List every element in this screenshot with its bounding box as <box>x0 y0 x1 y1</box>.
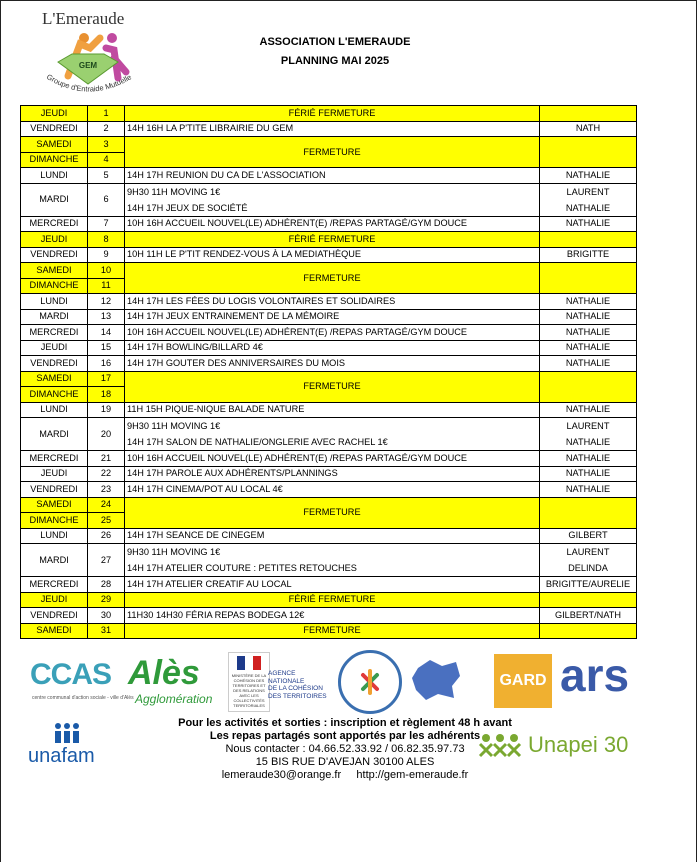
table-row <box>21 216 637 232</box>
date-cell: 4 <box>88 152 125 168</box>
date-cell: 30 <box>88 608 125 624</box>
ccas-logo: CCAS <box>30 658 112 691</box>
activity-cell: 14H 17H GOUTER DES ANNIVERSAIRES DU MOIS <box>125 356 540 372</box>
table-row <box>21 466 637 482</box>
day-cell: VENDREDI <box>21 247 88 263</box>
day-cell: MERCREDI <box>21 325 88 341</box>
date-cell: 27 <box>88 544 125 577</box>
activity-line: 9H30 11H MOVING 1€ <box>127 547 221 557</box>
person-cell <box>540 106 637 122</box>
activity-cell: FÉRIÉ FERMETURE <box>125 232 540 248</box>
ministere-logo <box>228 652 270 712</box>
table-row <box>21 608 637 624</box>
page-subtitle: PLANNING MAI 2025 <box>280 55 390 67</box>
ars-logo: ars <box>560 649 630 701</box>
footer-meals: Les repas partagés sont apportés par les adhérents <box>209 730 481 742</box>
person-cell <box>540 263 637 294</box>
person-line: LAURENT <box>566 186 610 197</box>
person-cell <box>540 371 637 402</box>
day-cell: LUNDI <box>21 168 88 184</box>
table-row <box>21 137 637 153</box>
table-row <box>21 294 637 310</box>
activity-cell: 11H30 14H30 FÉRIA REPAS BODEGA 12€ <box>125 608 540 624</box>
table-row <box>21 577 637 593</box>
closure-cell: FERMETURE <box>125 497 540 528</box>
date-cell: 25 <box>88 513 125 529</box>
date-cell: 6 <box>88 183 125 216</box>
day-cell: SAMEDI <box>21 263 88 279</box>
date-cell: 13 <box>88 309 125 325</box>
activity-line: 9H30 11H MOVING 1€ <box>127 421 221 431</box>
activity-cell: FERMETURE <box>125 623 540 639</box>
person-cell: NATH <box>540 121 637 137</box>
person-line: LAURENT <box>566 421 610 431</box>
table-row <box>21 247 637 263</box>
day-cell: SAMEDI <box>21 137 88 153</box>
day-cell: MERCREDI <box>21 216 88 232</box>
date-cell: 12 <box>88 294 125 310</box>
person-cell: BRIGITTE/AURELIE <box>540 577 637 593</box>
footer-contact: Nous contacter : 04.66.52.33.92 / 06.82.35.97.73 <box>225 743 465 755</box>
person-cell <box>540 544 637 577</box>
activity-cell: 14H 17H CINEMA/POT AU LOCAL 4€ <box>125 482 540 498</box>
activity-cell: 14H 16H LA P'TITE LIBRAIRIE DU GEM <box>125 121 540 137</box>
table-row <box>21 592 637 608</box>
website-link[interactable]: http://gem-emeraude.fr <box>356 769 469 781</box>
date-cell: 2 <box>88 121 125 137</box>
activity-line: 14H 17H JEUX DE SOCIÉTÉ <box>127 202 248 213</box>
gard-map-icon <box>408 656 464 702</box>
day-cell: MERCREDI <box>21 577 88 593</box>
date-cell: 28 <box>88 577 125 593</box>
page-title: ASSOCIATION L'EMERAUDE <box>259 36 411 48</box>
table-row <box>21 232 637 248</box>
activity-cell: 10H 11H LE P'TIT RENDEZ-VOUS À LA MEDIATHÈQUE <box>125 247 540 263</box>
footer-address: 15 BIS RUE D'AVEJAN 30100 ALES <box>255 756 435 768</box>
day-cell: LUNDI <box>21 402 88 418</box>
day-cell: SAMEDI <box>21 497 88 513</box>
day-cell: MERCREDI <box>21 451 88 467</box>
person-cell: NATHALIE <box>540 466 637 482</box>
ales-logo: Alès <box>128 654 200 692</box>
person-cell: NATHALIE <box>540 168 637 184</box>
activity-cell: 14H 17H JEUX ENTRAINEMENT DE LA MÉMOIRE <box>125 309 540 325</box>
date-cell: 17 <box>88 371 125 387</box>
date-cell: 11 <box>88 278 125 294</box>
ministere-text: MINISTÈRE DE LA COHÉSION DES TERRITOIRES ET DES RELATIONS AVEC LES COLLECTIVITÉS TERRITORIALES <box>231 673 267 708</box>
table-row <box>21 168 637 184</box>
person-line: NATHALIE <box>565 202 611 213</box>
date-cell: 9 <box>88 247 125 263</box>
table-row <box>21 371 637 387</box>
person-cell: NATHALIE <box>540 216 637 232</box>
table-row <box>21 325 637 341</box>
footer-web <box>170 769 520 782</box>
partner-logos <box>20 650 640 720</box>
person-cell: GILBERT/NATH <box>540 608 637 624</box>
table-row <box>21 121 637 137</box>
person-cell: BRIGITTE <box>540 247 637 263</box>
territoires-circle-icon <box>338 650 402 714</box>
table-row <box>21 623 637 639</box>
person-line: NATHALIE <box>565 437 611 447</box>
person-cell <box>540 623 637 639</box>
unapei-logo: Unapei 30 <box>528 732 629 757</box>
day-cell: DIMANCHE <box>21 278 88 294</box>
date-cell: 8 <box>88 232 125 248</box>
table-row <box>21 263 637 279</box>
unafam-people-icon <box>52 722 82 744</box>
person-cell <box>540 592 637 608</box>
unafam-logo: unafam <box>28 745 95 767</box>
activity-cell <box>125 544 540 577</box>
day-cell: DIMANCHE <box>21 387 88 403</box>
day-cell: LUNDI <box>21 528 88 544</box>
day-cell: VENDREDI <box>21 482 88 498</box>
day-cell: DIMANCHE <box>21 513 88 529</box>
date-cell: 20 <box>88 418 125 451</box>
date-cell: 10 <box>88 263 125 279</box>
person-cell: NATHALIE <box>540 482 637 498</box>
activity-cell: 14H 17H BOWLING/BILLARD 4€ <box>125 340 540 356</box>
date-cell: 15 <box>88 340 125 356</box>
activity-cell: FÉRIÉ FERMETURE <box>125 106 540 122</box>
person-cell: GILBERT <box>540 528 637 544</box>
day-cell: JEUDI <box>21 340 88 356</box>
day-cell: JEUDI <box>21 466 88 482</box>
table-row <box>21 528 637 544</box>
date-cell: 16 <box>88 356 125 372</box>
activity-cell: 14H 17H REUNION DU CA DE L'ASSOCIATION <box>125 168 540 184</box>
email-link[interactable]: lemeraude30@orange.fr <box>221 769 342 781</box>
day-cell: JEUDI <box>21 106 88 122</box>
table-row <box>21 340 637 356</box>
person-cell: NATHALIE <box>540 309 637 325</box>
day-cell: VENDREDI <box>21 121 88 137</box>
emeraude-logo <box>28 8 158 100</box>
table-row <box>21 402 637 418</box>
date-cell: 26 <box>88 528 125 544</box>
flag-icon <box>237 656 261 670</box>
person-line: DELINDA <box>568 563 608 573</box>
date-cell: 23 <box>88 482 125 498</box>
day-cell: SAMEDI <box>21 371 88 387</box>
date-cell: 14 <box>88 325 125 341</box>
date-cell: 5 <box>88 168 125 184</box>
activity-cell <box>125 418 540 451</box>
date-cell: 1 <box>88 106 125 122</box>
activity-cell: 10H 16H ACCUEIL NOUVEL(LE) ADHÉRENT(E) /REPAS PARTAGÉ/GYM DOUCE <box>125 325 540 341</box>
day-cell: MARDI <box>21 183 88 216</box>
activity-cell: 14H 17H LES FÉES DU LOGIS VOLONTAIRES ET SOLIDAIRES <box>125 294 540 310</box>
activity-line: 14H 17H SALON DE NATHALIE/ONGLERIE AVEC RACHEL 1€ <box>127 437 388 447</box>
closure-cell: FERMETURE <box>125 137 540 168</box>
ales-subtitle: Agglomération <box>135 692 213 706</box>
activity-cell: 10H 16H ACCUEIL NOUVEL(LE) ADHÉRENT(E) /REPAS PARTAGÉ/GYM DOUCE <box>125 451 540 467</box>
date-cell: 18 <box>88 387 125 403</box>
day-cell: JEUDI <box>21 232 88 248</box>
activity-cell: 14H 17H ATELIER CREATIF AU LOCAL <box>125 577 540 593</box>
date-cell: 21 <box>88 451 125 467</box>
date-cell: 24 <box>88 497 125 513</box>
person-cell <box>540 137 637 168</box>
footer-registration: Pour les activités et sorties : inscription et règlement 48 h avant <box>178 717 512 729</box>
person-cell <box>540 183 637 216</box>
gard-logo: GARD <box>494 654 552 708</box>
activity-cell: 14H 17H PAROLE AUX ADHÉRENTS/PLANNINGS <box>125 466 540 482</box>
day-cell: VENDREDI <box>21 608 88 624</box>
table-row <box>21 418 637 451</box>
activity-cell: 10H 16H ACCUEIL NOUVEL(LE) ADHÉRENT(E) /REPAS PARTAGÉ/GYM DOUCE <box>125 216 540 232</box>
activity-line: 9H30 11H MOVING 1€ <box>127 186 221 197</box>
day-cell: MARDI <box>21 309 88 325</box>
day-cell: DIMANCHE <box>21 152 88 168</box>
logo-badge: GEM <box>78 61 98 70</box>
date-cell: 19 <box>88 402 125 418</box>
day-cell: VENDREDI <box>21 356 88 372</box>
closure-cell: FERMETURE <box>125 263 540 294</box>
table-row <box>21 356 637 372</box>
ccas-subtitle: centre communal d'action sociale - ville d'Alès <box>32 695 134 701</box>
date-cell: 22 <box>88 466 125 482</box>
person-cell: NATHALIE <box>540 402 637 418</box>
table-row <box>21 183 637 216</box>
day-cell: MARDI <box>21 418 88 451</box>
table-row <box>21 544 637 577</box>
person-cell <box>540 232 637 248</box>
activity-cell <box>125 183 540 216</box>
logo-subtitle: Groupe d'Entraide Mutuelle <box>45 72 133 94</box>
date-cell: 7 <box>88 216 125 232</box>
activity-cell: 11H 15H PIQUE-NIQUE BALADE NATURE <box>125 402 540 418</box>
table-row <box>21 451 637 467</box>
closure-cell: FERMETURE <box>125 371 540 402</box>
date-cell: 3 <box>88 137 125 153</box>
logo-name: L'Emeraude <box>42 9 125 28</box>
activity-line: 14H 17H ATELIER COUTURE : PETITES RETOUCHES <box>127 563 357 573</box>
day-cell: MARDI <box>21 544 88 577</box>
table-row <box>21 497 637 513</box>
table-row <box>21 106 637 122</box>
activity-cell: FÉRIÉ FERMETURE <box>125 592 540 608</box>
person-cell <box>540 497 637 528</box>
person-cell: NATHALIE <box>540 356 637 372</box>
unapei-icon <box>478 732 522 758</box>
day-cell: LUNDI <box>21 294 88 310</box>
date-cell: 31 <box>88 623 125 639</box>
person-cell: NATHALIE <box>540 294 637 310</box>
table-row <box>21 309 637 325</box>
day-cell: JEUDI <box>21 592 88 608</box>
person-cell: NATHALIE <box>540 340 637 356</box>
activity-cell: 14H 17H SEANCE DE CINEGEM <box>125 528 540 544</box>
person-cell: NATHALIE <box>540 325 637 341</box>
date-cell: 29 <box>88 592 125 608</box>
person-cell: NATHALIE <box>540 451 637 467</box>
person-cell <box>540 418 637 451</box>
day-cell: SAMEDI <box>21 623 88 639</box>
table-row <box>21 482 637 498</box>
anct-logo: AGENCE NATIONALE DE LA COHÉSION DES TERRITOIRES <box>268 670 327 700</box>
person-line: LAURENT <box>566 547 610 557</box>
planning-table <box>20 105 637 639</box>
